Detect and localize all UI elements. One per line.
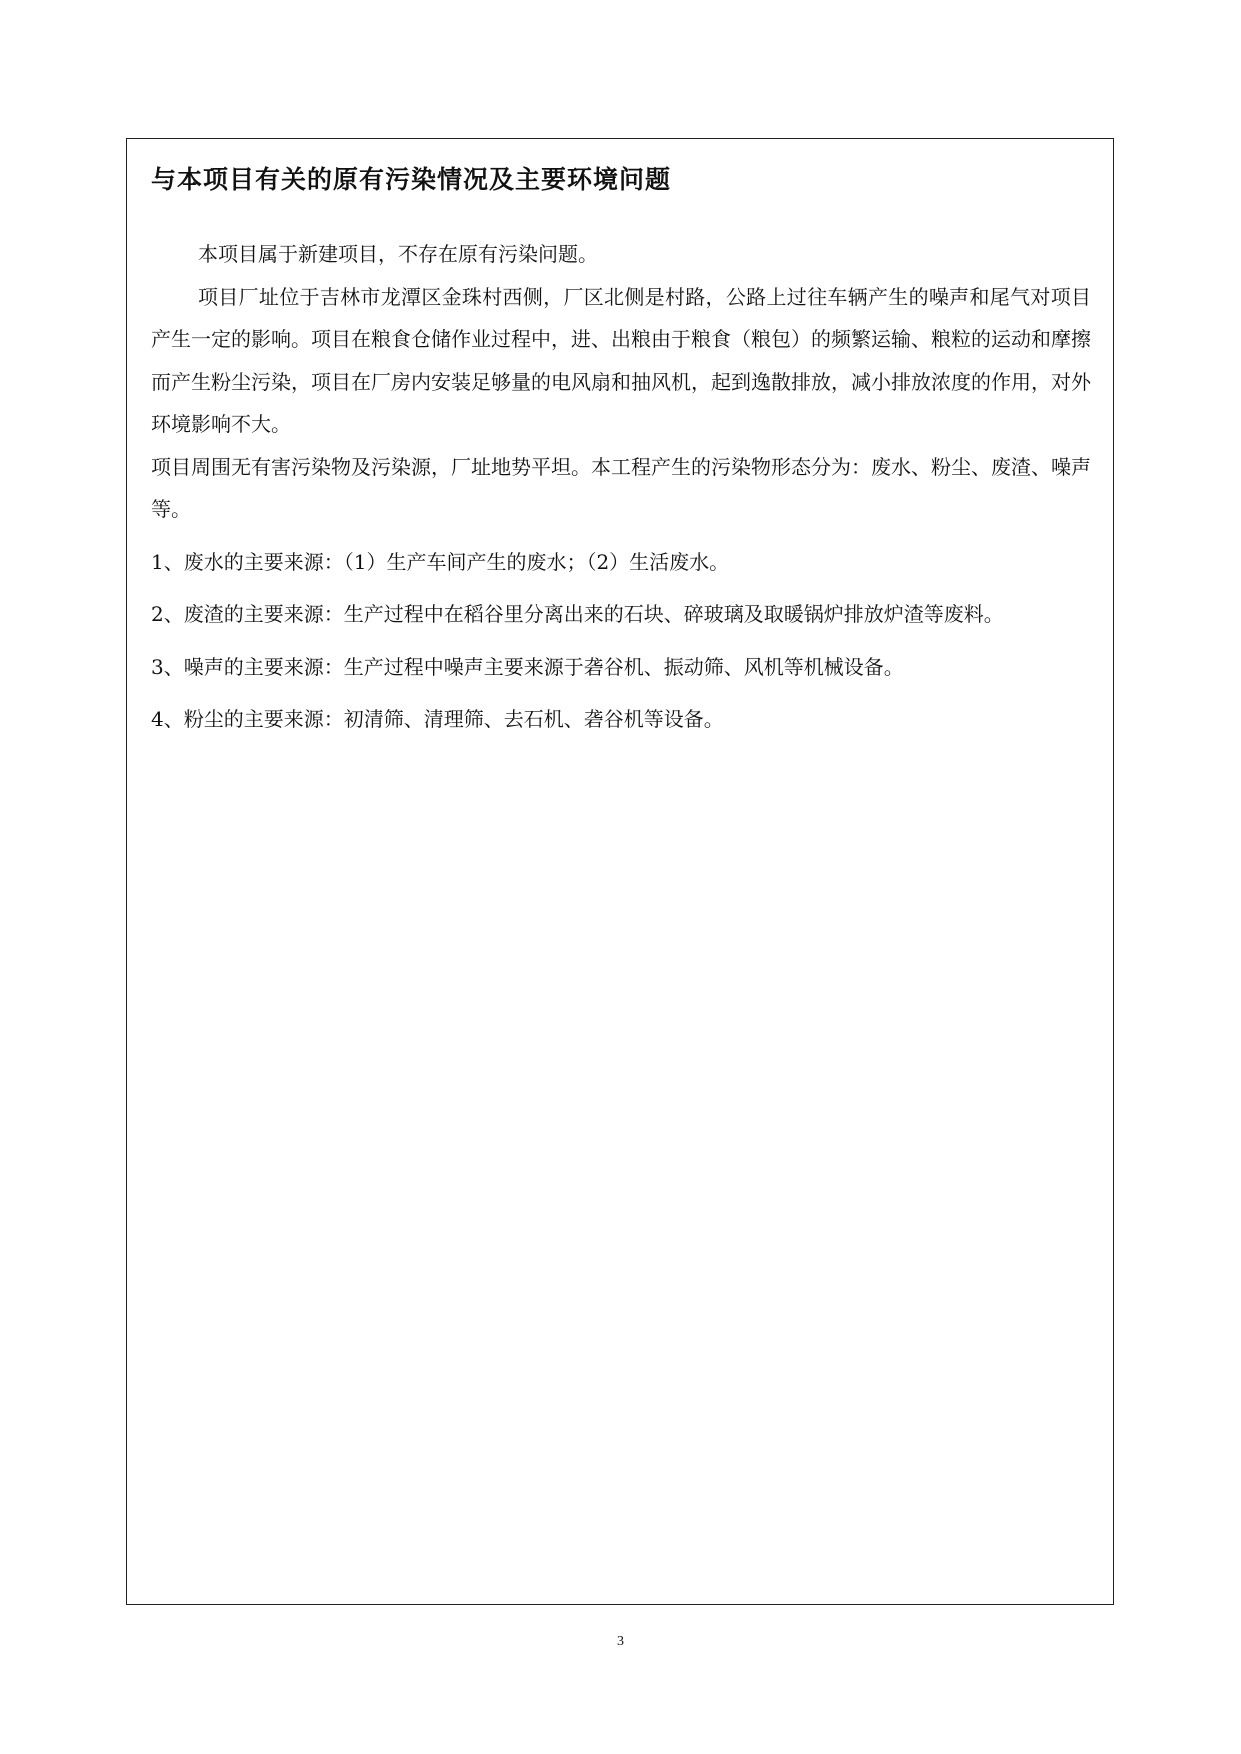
list-item-waste-residue: 2、废渣的主要来源：生产过程中在稻谷里分离出来的石块、碎玻璃及取暖锅炉排放炉渣等废料。	[151, 602, 1004, 626]
section-title: 与本项目有关的原有污染情况及主要环境问题	[151, 165, 672, 194]
paragraph-new-project: 本项目属于新建项目，不存在原有污染问题。	[198, 242, 598, 266]
list-item-wastewater: 1、废水的主要来源：（1）生产车间产生的废水；（2）生活废水。	[151, 549, 730, 574]
paragraph-site-location: 项目厂址位于吉林市龙潭区金珠村西侧，厂区北侧是村路，公路上过往车辆产生的噪声和尾气对项目产生一定的影响。项目在粮食仓储作业过程中，进、出粮由于粮食（粮包）的频繁运输、粮粒的运动和摩擦而产生粉尘污染，项目在厂房内安装足够量的电风扇和抽风机，起到逸散排放，减小排放浓度的作用，对外环境影响不大。	[151, 284, 1091, 436]
list-item-dust: 4、粉尘的主要来源：初清筛、清理筛、去石机、砻谷机等设备。	[151, 707, 724, 731]
page-number: 3	[617, 1634, 624, 1649]
list-item-noise: 3、噪声的主要来源：生产过程中噪声主要来源于砻谷机、振动筛、风机等机械设备。	[151, 654, 904, 679]
section-body	[151, 233, 1091, 741]
paragraph-pollutant-types: 项目周围无有害污染物及污染源，厂址地势平坦。本工程产生的污染物形态分为：废水、粉尘、废渣、噪声等。	[151, 454, 1091, 521]
